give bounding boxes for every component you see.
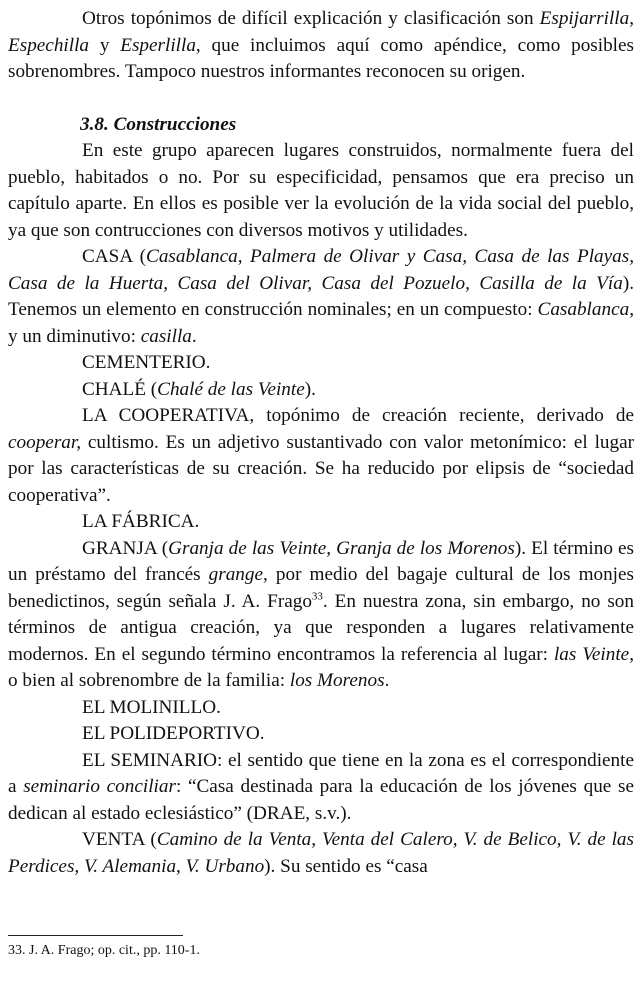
italic-term: Casablanca, (537, 299, 634, 320)
text-run: y (89, 34, 121, 56)
text-run: En este grupo aparecen lugares construidos, normalmente fuera del pueblo, habitados o no. Por su especificidad, pensamos que era preciso un capítulo aparte. En ellos es posible ver la evolución de la vida social del pueblo, ya que son contrucciones con diversos motivos y utilidades. (8, 140, 634, 241)
italic-term: Granja de las Veinte, Granja de los Morenos (168, 537, 515, 559)
entry-polideportivo (8, 721, 634, 748)
footnote-ref: 33 (311, 590, 323, 603)
text-run: LA FÁBRICA. (82, 511, 200, 532)
text-run: . (384, 670, 390, 691)
text-run: ). (304, 378, 316, 400)
italic-term: Espijarrilla (539, 8, 630, 29)
text-run: CEMENTERIO. (82, 352, 211, 373)
text-run: ). Su sentido es “casa (264, 855, 428, 877)
text-run: y un diminutivo: (8, 325, 141, 347)
text-run: , por medio del bagaje cultural de los monjes benedictinos, según señala J. A. Frago (8, 564, 634, 612)
section-gap (8, 86, 634, 112)
entry-molinillo (8, 695, 634, 722)
text-run: GRANJA ( (82, 537, 169, 559)
section-heading: 3.8. Construcciones (80, 113, 237, 135)
italic-term: Chalé de las Veinte (157, 378, 305, 400)
text-run: VENTA ( (82, 829, 157, 850)
italic-term: las Veinte (553, 643, 630, 665)
entry-cooperativa (8, 403, 634, 509)
text-run: , que incluimos aquí como apéndice, como posibles sobrenombres. Tampoco nuestros informantes reconocen su origen. (8, 34, 635, 82)
italic-term: los Morenos (289, 670, 385, 691)
text-run: CHALÉ ( (82, 378, 158, 400)
text-run: . (191, 325, 197, 347)
italic-term: Espechilla (8, 34, 89, 56)
page-body (8, 6, 634, 880)
entry-cementerio (8, 350, 634, 377)
text-run: EL POLIDEPORTIVO. (82, 723, 265, 744)
italic-term: Camino de la Venta, Venta del Calero, V. de Belico, V. de las Perdices, V. Alemania, V. Urbano (8, 829, 634, 877)
paragraph-intro (8, 138, 634, 244)
text-run: ). Tenemos un elemento en construcción nominales; en un compuesto: (8, 272, 634, 320)
entry-fabrica (8, 509, 634, 536)
text-run: EL SEMINARIO: el sentido que tiene en la zona es el correspondiente a (8, 749, 634, 797)
text-run: , (629, 8, 634, 29)
text-run: LA COOPERATIVA, topónimo de creación reciente, derivado de (82, 405, 634, 426)
entry-granja (8, 536, 634, 695)
text-run: EL MOLINILLO. (82, 696, 221, 718)
text-run: , o bien al sobrenombre de la familia: (8, 643, 634, 691)
entry-casa (8, 244, 634, 350)
italic-term: seminario conciliar (23, 776, 176, 797)
text-run: cultismo. Es un adjetivo sustantivado con valor metonímico: el lugar por las características de su creación. Se ha reducido por elipsis de “sociedad cooperativa”. (8, 431, 634, 506)
text-run: . En nuestra zona, sin embargo, no son términos de antigua creación, ya que responden a lugares relativamente modernos. En el segundo término encontramos la referencia al lugar: (8, 590, 634, 665)
entry-seminario (8, 748, 634, 828)
paragraph-other-toponyms (8, 6, 634, 86)
text-run: : “Casa destinada para la educación de los jóvenes que se dedican al estado eclesiástico” (DRAE, s.v.). (8, 776, 634, 824)
italic-term: grange (208, 564, 264, 585)
text-run: CASA ( (82, 246, 147, 267)
entry-venta (8, 827, 634, 880)
footnote: 33. J. A. Frago; op. cit., pp. 110-1. (8, 943, 200, 958)
text-run: ). El término es un préstamo del francés (8, 537, 635, 585)
text-run: Otros topónimos de difícil explicación y clasificación son (82, 8, 540, 29)
italic-term: Esperlilla (120, 34, 196, 56)
entry-chale (8, 377, 634, 404)
italic-term: Casablanca, Palmera de Olivar y Casa, Casa de las Playas, Casa de la Huerta, Casa del Olivar, Casa del Pozuelo, Casilla de la Vía (8, 246, 634, 294)
italic-term: casilla (140, 325, 192, 347)
footnote-divider (8, 935, 183, 936)
italic-term: cooperar, (8, 431, 82, 453)
